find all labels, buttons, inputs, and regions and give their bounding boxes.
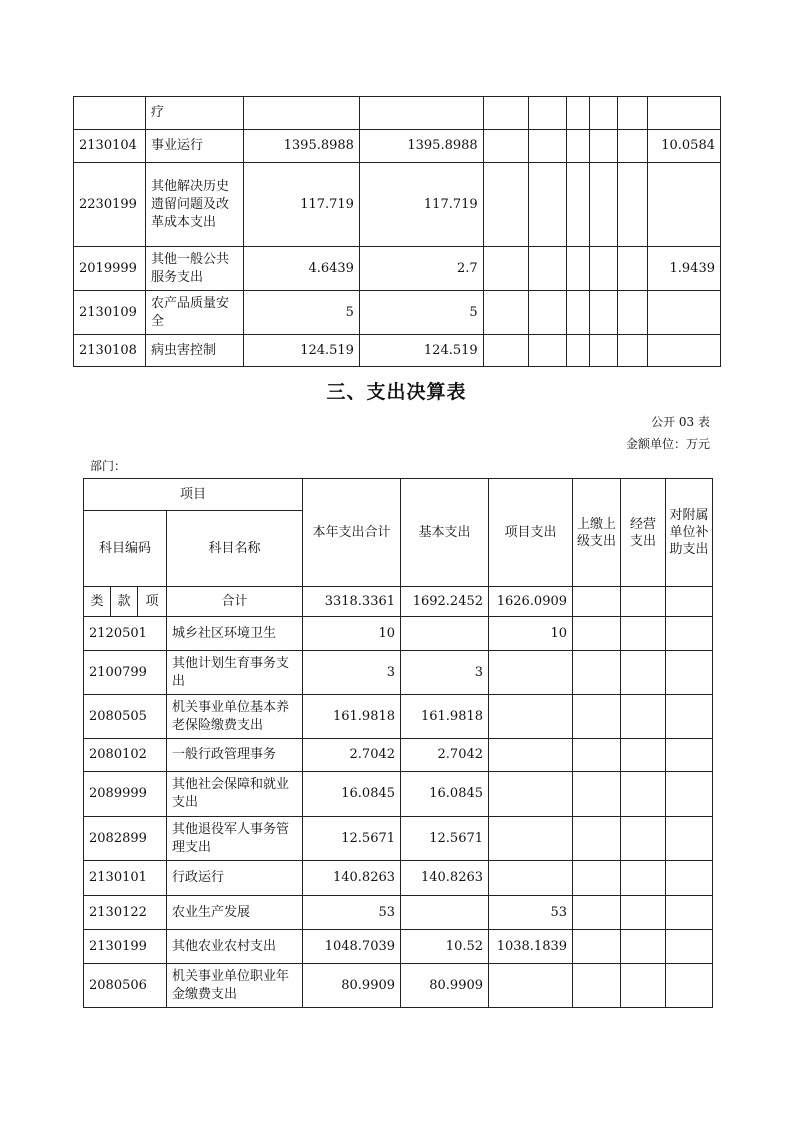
subject-name: 农产品质量安全 — [146, 291, 244, 335]
subject-code: 2082899 — [84, 817, 167, 861]
subject-name: 其他解决历史遗留问题及改革成本支出 — [146, 163, 244, 247]
subject-code: 2230199 — [74, 163, 146, 247]
header-lei: 类 — [84, 587, 111, 617]
subject-name: 机关事业单位职业年金缴费支出 — [167, 964, 303, 1008]
cell-basic: 5 — [359, 291, 483, 335]
cell-total: 161.9818 — [303, 695, 401, 739]
cell-total: 80.9909 — [303, 964, 401, 1008]
cell-last — [647, 335, 720, 367]
table-row — [84, 930, 713, 964]
cell-basic: 12.5671 — [401, 817, 489, 861]
subject-code: 2130104 — [74, 130, 146, 163]
cell-basic: 80.9909 — [401, 964, 489, 1008]
amount-unit: 金额单位：万元 — [625, 437, 710, 451]
cell-basic: 117.719 — [359, 163, 483, 247]
table-row — [84, 861, 713, 896]
cell-basic: 2.7 — [359, 247, 483, 291]
total-row — [84, 587, 713, 617]
sum-project: 1626.0909 — [489, 587, 573, 617]
subject-name: 病虫害控制 — [146, 335, 244, 367]
cell-total: 12.5671 — [303, 817, 401, 861]
subject-code: 2080506 — [84, 964, 167, 1008]
table-row — [74, 291, 721, 335]
department-label: 部门： — [90, 459, 127, 473]
section-title: 三、支出决算表 — [326, 381, 467, 403]
cell-project — [489, 861, 573, 896]
cell-total: 3 — [303, 651, 401, 695]
subject-name: 一般行政管理事务 — [167, 739, 303, 772]
table-row — [84, 772, 713, 817]
cell-basic — [401, 896, 489, 930]
cell-project — [489, 772, 573, 817]
subject-code: 2130101 — [84, 861, 167, 896]
cell-basic: 140.8263 — [401, 861, 489, 896]
table-row — [84, 617, 713, 651]
cell-total: 2.7042 — [303, 739, 401, 772]
subject-name: 疗 — [146, 97, 244, 130]
subject-code: 2080102 — [84, 739, 167, 772]
subject-code: 2120501 — [84, 617, 167, 651]
subject-code: 2019999 — [74, 247, 146, 291]
sum-label: 合计 — [167, 587, 303, 617]
cell-project: 1038.1839 — [489, 930, 573, 964]
subject-code — [74, 97, 146, 130]
header-basic: 基本支出 — [401, 479, 489, 587]
cell-last: 1.9439 — [647, 247, 720, 291]
cell-basic — [401, 617, 489, 651]
table-row — [74, 163, 721, 247]
subject-name: 机关事业单位基本养老保险缴费支出 — [167, 695, 303, 739]
subject-code: 2130108 — [74, 335, 146, 367]
cell-basic — [359, 97, 483, 130]
subject-code: 2089999 — [84, 772, 167, 817]
table-row — [74, 130, 721, 163]
subject-name: 农业生产发展 — [167, 896, 303, 930]
table-row — [84, 817, 713, 861]
cell-project: 10 — [489, 617, 573, 651]
cell-basic: 3 — [401, 651, 489, 695]
cell-total: 10 — [303, 617, 401, 651]
table-row — [84, 695, 713, 739]
table-row — [74, 97, 721, 130]
table-row — [84, 739, 713, 772]
subject-code: 2080505 — [84, 695, 167, 739]
cell-total: 140.8263 — [303, 861, 401, 896]
cell-total: 53 — [303, 896, 401, 930]
cell-total: 1395.8988 — [244, 130, 360, 163]
header-item: 项目 — [84, 479, 303, 511]
subject-name: 事业运行 — [146, 130, 244, 163]
sum-total: 3318.3361 — [303, 587, 401, 617]
cell-last — [647, 291, 720, 335]
cell-last — [647, 97, 720, 130]
cell-project — [489, 651, 573, 695]
table-row — [74, 335, 721, 367]
header-row — [84, 479, 713, 511]
cell-total: 1048.7039 — [303, 930, 401, 964]
subject-code: 2100799 — [84, 651, 167, 695]
cell-total: 16.0845 — [303, 772, 401, 817]
cell-basic: 1395.8988 — [359, 130, 483, 163]
header-business: 经营支出 — [621, 479, 666, 587]
cell-project — [489, 695, 573, 739]
expense-table — [83, 478, 713, 1008]
subject-name: 其他计划生育事务支出 — [167, 651, 303, 695]
header-xiang: 项 — [138, 587, 167, 617]
table-row — [84, 964, 713, 1008]
cell-project — [489, 739, 573, 772]
cell-total: 124.519 — [244, 335, 360, 367]
subject-code: 2130199 — [84, 930, 167, 964]
header-name: 科目名称 — [167, 511, 303, 587]
table-row — [74, 247, 721, 291]
cell-total: 117.719 — [244, 163, 360, 247]
cell-last: 10.0584 — [647, 130, 720, 163]
cell-basic: 161.9818 — [401, 695, 489, 739]
subject-name: 行政运行 — [167, 861, 303, 896]
cell-basic: 10.52 — [401, 930, 489, 964]
subject-name: 城乡社区环境卫生 — [167, 617, 303, 651]
subject-code: 2130109 — [74, 291, 146, 335]
table-row — [84, 896, 713, 930]
subject-name: 其他社会保障和就业支出 — [167, 772, 303, 817]
header-total: 本年支出合计 — [303, 479, 401, 587]
subject-name: 其他农业农村支出 — [167, 930, 303, 964]
cell-total: 4.6439 — [244, 247, 360, 291]
cell-basic: 124.519 — [359, 335, 483, 367]
cell-project — [489, 817, 573, 861]
subject-name: 其他退役军人事务管理支出 — [167, 817, 303, 861]
cell-last — [647, 163, 720, 247]
cell-total: 5 — [244, 291, 360, 335]
table-row — [84, 651, 713, 695]
table-number: 公开 03 表 — [651, 415, 710, 429]
cell-basic: 2.7042 — [401, 739, 489, 772]
header-subsidy: 对附属单位补助支出 — [666, 479, 713, 587]
cell-project: 53 — [489, 896, 573, 930]
cell-project — [489, 964, 573, 1008]
subject-name: 其他一般公共服务支出 — [146, 247, 244, 291]
cell-total — [244, 97, 360, 130]
header-upper: 上缴上级支出 — [573, 479, 621, 587]
continued-expense-table — [73, 96, 721, 367]
header-kuan: 款 — [111, 587, 138, 617]
subject-code: 2130122 — [84, 896, 167, 930]
sum-basic: 1692.2452 — [401, 587, 489, 617]
cell-basic: 16.0845 — [401, 772, 489, 817]
header-code: 科目编码 — [84, 511, 167, 587]
header-project: 项目支出 — [489, 479, 573, 587]
